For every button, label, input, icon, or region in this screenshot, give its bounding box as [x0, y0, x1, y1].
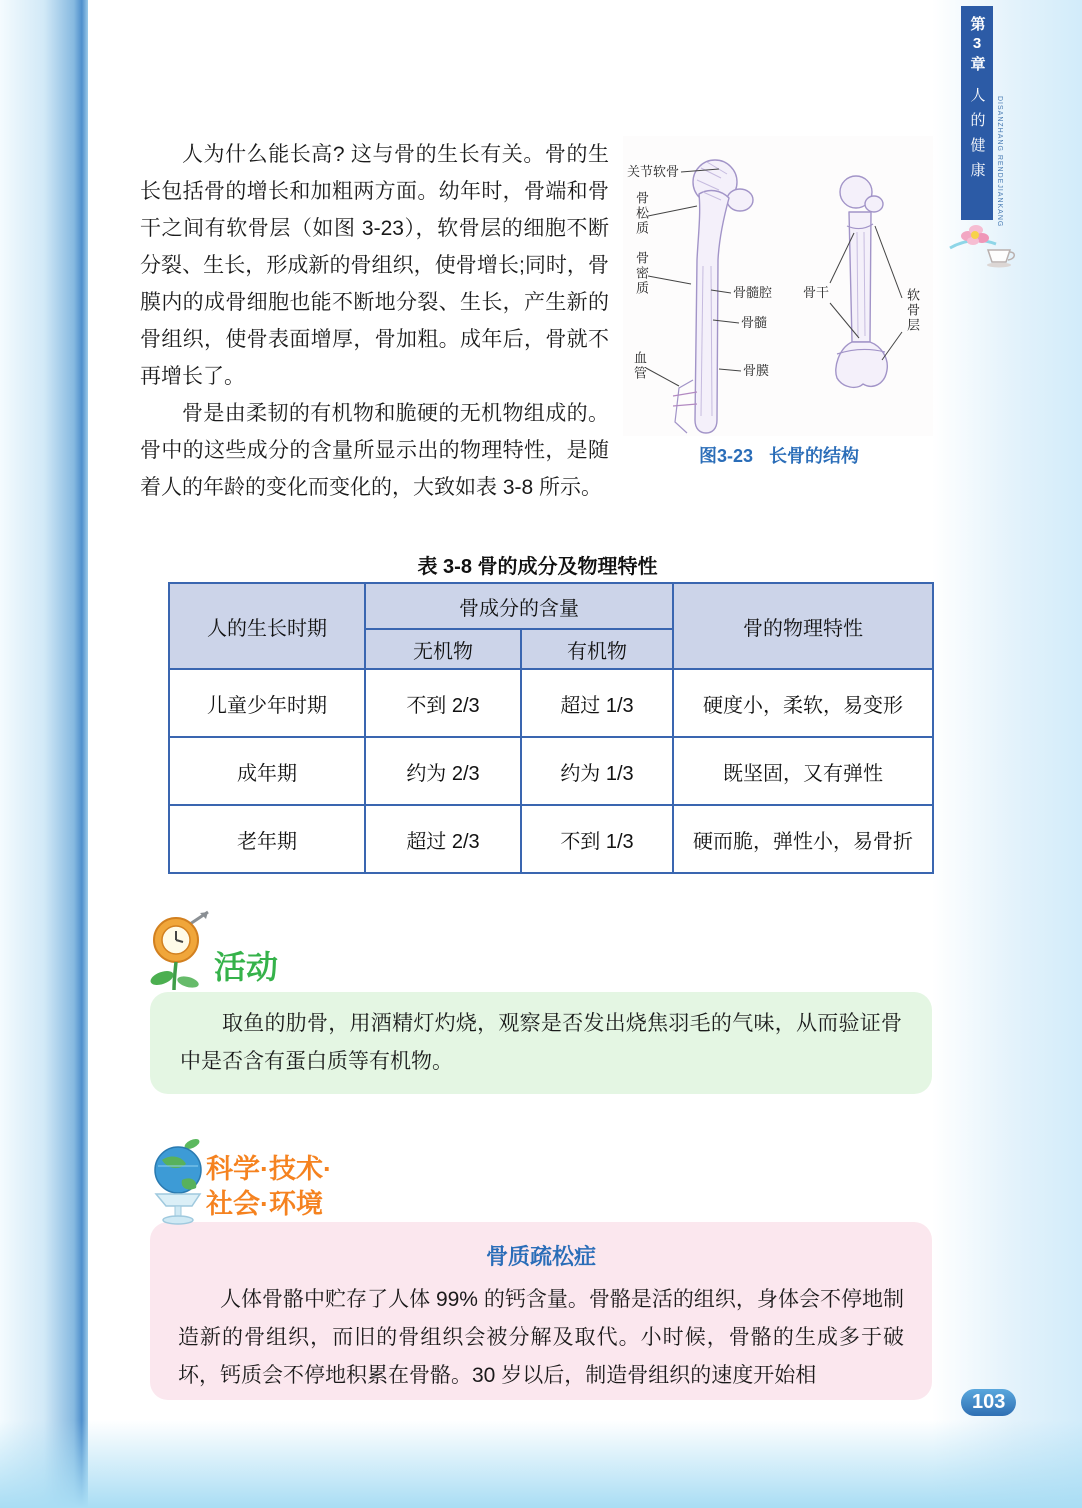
paragraph-bone-growth: 人为什么能长高? 这与骨的生长有关。骨的生长包括骨的增长和加粗两方面。幼年时，骨端和骨干之间有软骨层（如图 3-23），软骨层的细胞不断分裂、生长，形成新的骨组织，使骨增长;同时，骨膜内的成骨细胞也能不断地分裂、生长，产生新的骨组织，使骨表面增厚，骨加粗。成年后，骨就不再增长了。 — [140, 143, 609, 388]
long-bone-diagram — [623, 136, 933, 436]
label-blood-vessel: 血管 — [632, 351, 647, 381]
flower-teacup-icon — [946, 220, 1018, 272]
stse-heading-line2: 社会·环境 — [206, 1189, 323, 1219]
cell-properties: 硬度小，柔软，易变形 — [673, 669, 933, 737]
label-compact-bone: 骨密质 — [634, 251, 649, 296]
stse-heading-line1: 科学·技术· — [206, 1154, 332, 1184]
chapter-number: 第3章 — [968, 16, 986, 75]
th-inorganic: 无机物 — [365, 629, 521, 669]
th-composition: 骨成分的含量 — [365, 583, 673, 629]
cell-properties: 既坚固，又有弹性 — [673, 737, 933, 805]
label-marrow-cavity: 骨髓腔 — [733, 285, 773, 300]
th-organic: 有机物 — [521, 629, 673, 669]
table-row-adulthood — [169, 737, 933, 805]
flower-teacup-decoration — [946, 220, 1018, 277]
bone-illustration — [623, 136, 933, 436]
label-diaphysis: 骨干 — [803, 285, 830, 300]
table-row-childhood — [169, 669, 933, 737]
bottom-gradient-edge — [0, 1420, 1082, 1508]
cell-organic: 超过 1/3 — [521, 669, 673, 737]
cell-organic: 约为 1/3 — [521, 737, 673, 805]
th-properties: 骨的物理特性 — [673, 583, 933, 669]
chapter-title: 人的健康 — [968, 87, 986, 187]
label-periosteum: 骨膜 — [743, 363, 770, 378]
figure-3-23 — [623, 136, 935, 468]
label-cartilage-layer: 软骨层 — [905, 288, 920, 333]
cell-period: 儿童少年时期 — [169, 669, 365, 737]
activity-flower-clock-icon — [146, 908, 212, 1001]
cell-properties: 硬而脆，弹性小，易骨折 — [673, 805, 933, 873]
chapter-tab — [961, 6, 993, 220]
chapter-romanized: DISANZHANG RENDEJIANKANG — [996, 96, 1003, 228]
bone-composition-table — [168, 582, 934, 874]
cell-inorganic: 约为 2/3 — [365, 737, 521, 805]
table-row-oldage — [169, 805, 933, 873]
table-title: 表 3-8 骨的成分及物理特性 — [417, 556, 658, 578]
main-text-block — [140, 136, 935, 506]
stse-article-title: 骨质疏松症 — [485, 1244, 596, 1269]
cell-period: 老年期 — [169, 805, 365, 873]
stse-icon — [146, 1136, 214, 1226]
figure-caption — [623, 444, 935, 468]
label-bone-marrow: 骨髓 — [741, 315, 768, 330]
label-spongy-bone: 骨松质 — [634, 191, 649, 236]
cell-inorganic: 不到 2/3 — [365, 669, 521, 737]
activity-icon — [146, 908, 212, 996]
cell-period: 成年期 — [169, 737, 365, 805]
stse-globe-icon — [146, 1136, 214, 1231]
activity-body: 取鱼的肋骨，用酒精灯灼烧，观察是否发出烧焦羽毛的气味，从而验证骨中是否含有蛋白质等有机物。 — [180, 1012, 902, 1073]
cell-inorganic: 超过 2/3 — [365, 805, 521, 873]
th-growth-period: 人的生长时期 — [169, 583, 365, 669]
cell-organic: 不到 1/3 — [521, 805, 673, 873]
stse-heading — [206, 1152, 332, 1222]
left-gradient-edge — [0, 0, 88, 1508]
activity-heading: 活动 — [214, 949, 279, 985]
activity-box — [150, 992, 932, 1094]
stse-article-body: 人体骨骼中贮存了人体 99% 的钙含量。骨骼是活的组织，身体会不停地制造新的骨组织，而旧的骨组织会被分解及取代。小时候，骨骼的生成多于破坏，钙质会不停地积累在骨骼。30 岁以后，制造骨组织的速度开始相 — [178, 1288, 904, 1387]
label-articular-cartilage: 关节软骨 — [627, 164, 680, 179]
paragraph-bone-composition: 骨是由柔韧的有机物和脆硬的无机物组成的。骨中的这些成分的含量所显示出的物理特性，是随着人的年龄的变化而变化的，大致如表 3-8 所示。 — [140, 402, 609, 499]
figure-caption-title: 长骨的结构 — [769, 446, 860, 466]
page-number-badge: 103 — [961, 1389, 1016, 1416]
stse-box — [150, 1222, 932, 1400]
figure-caption-label: 图3-23 — [698, 446, 754, 466]
